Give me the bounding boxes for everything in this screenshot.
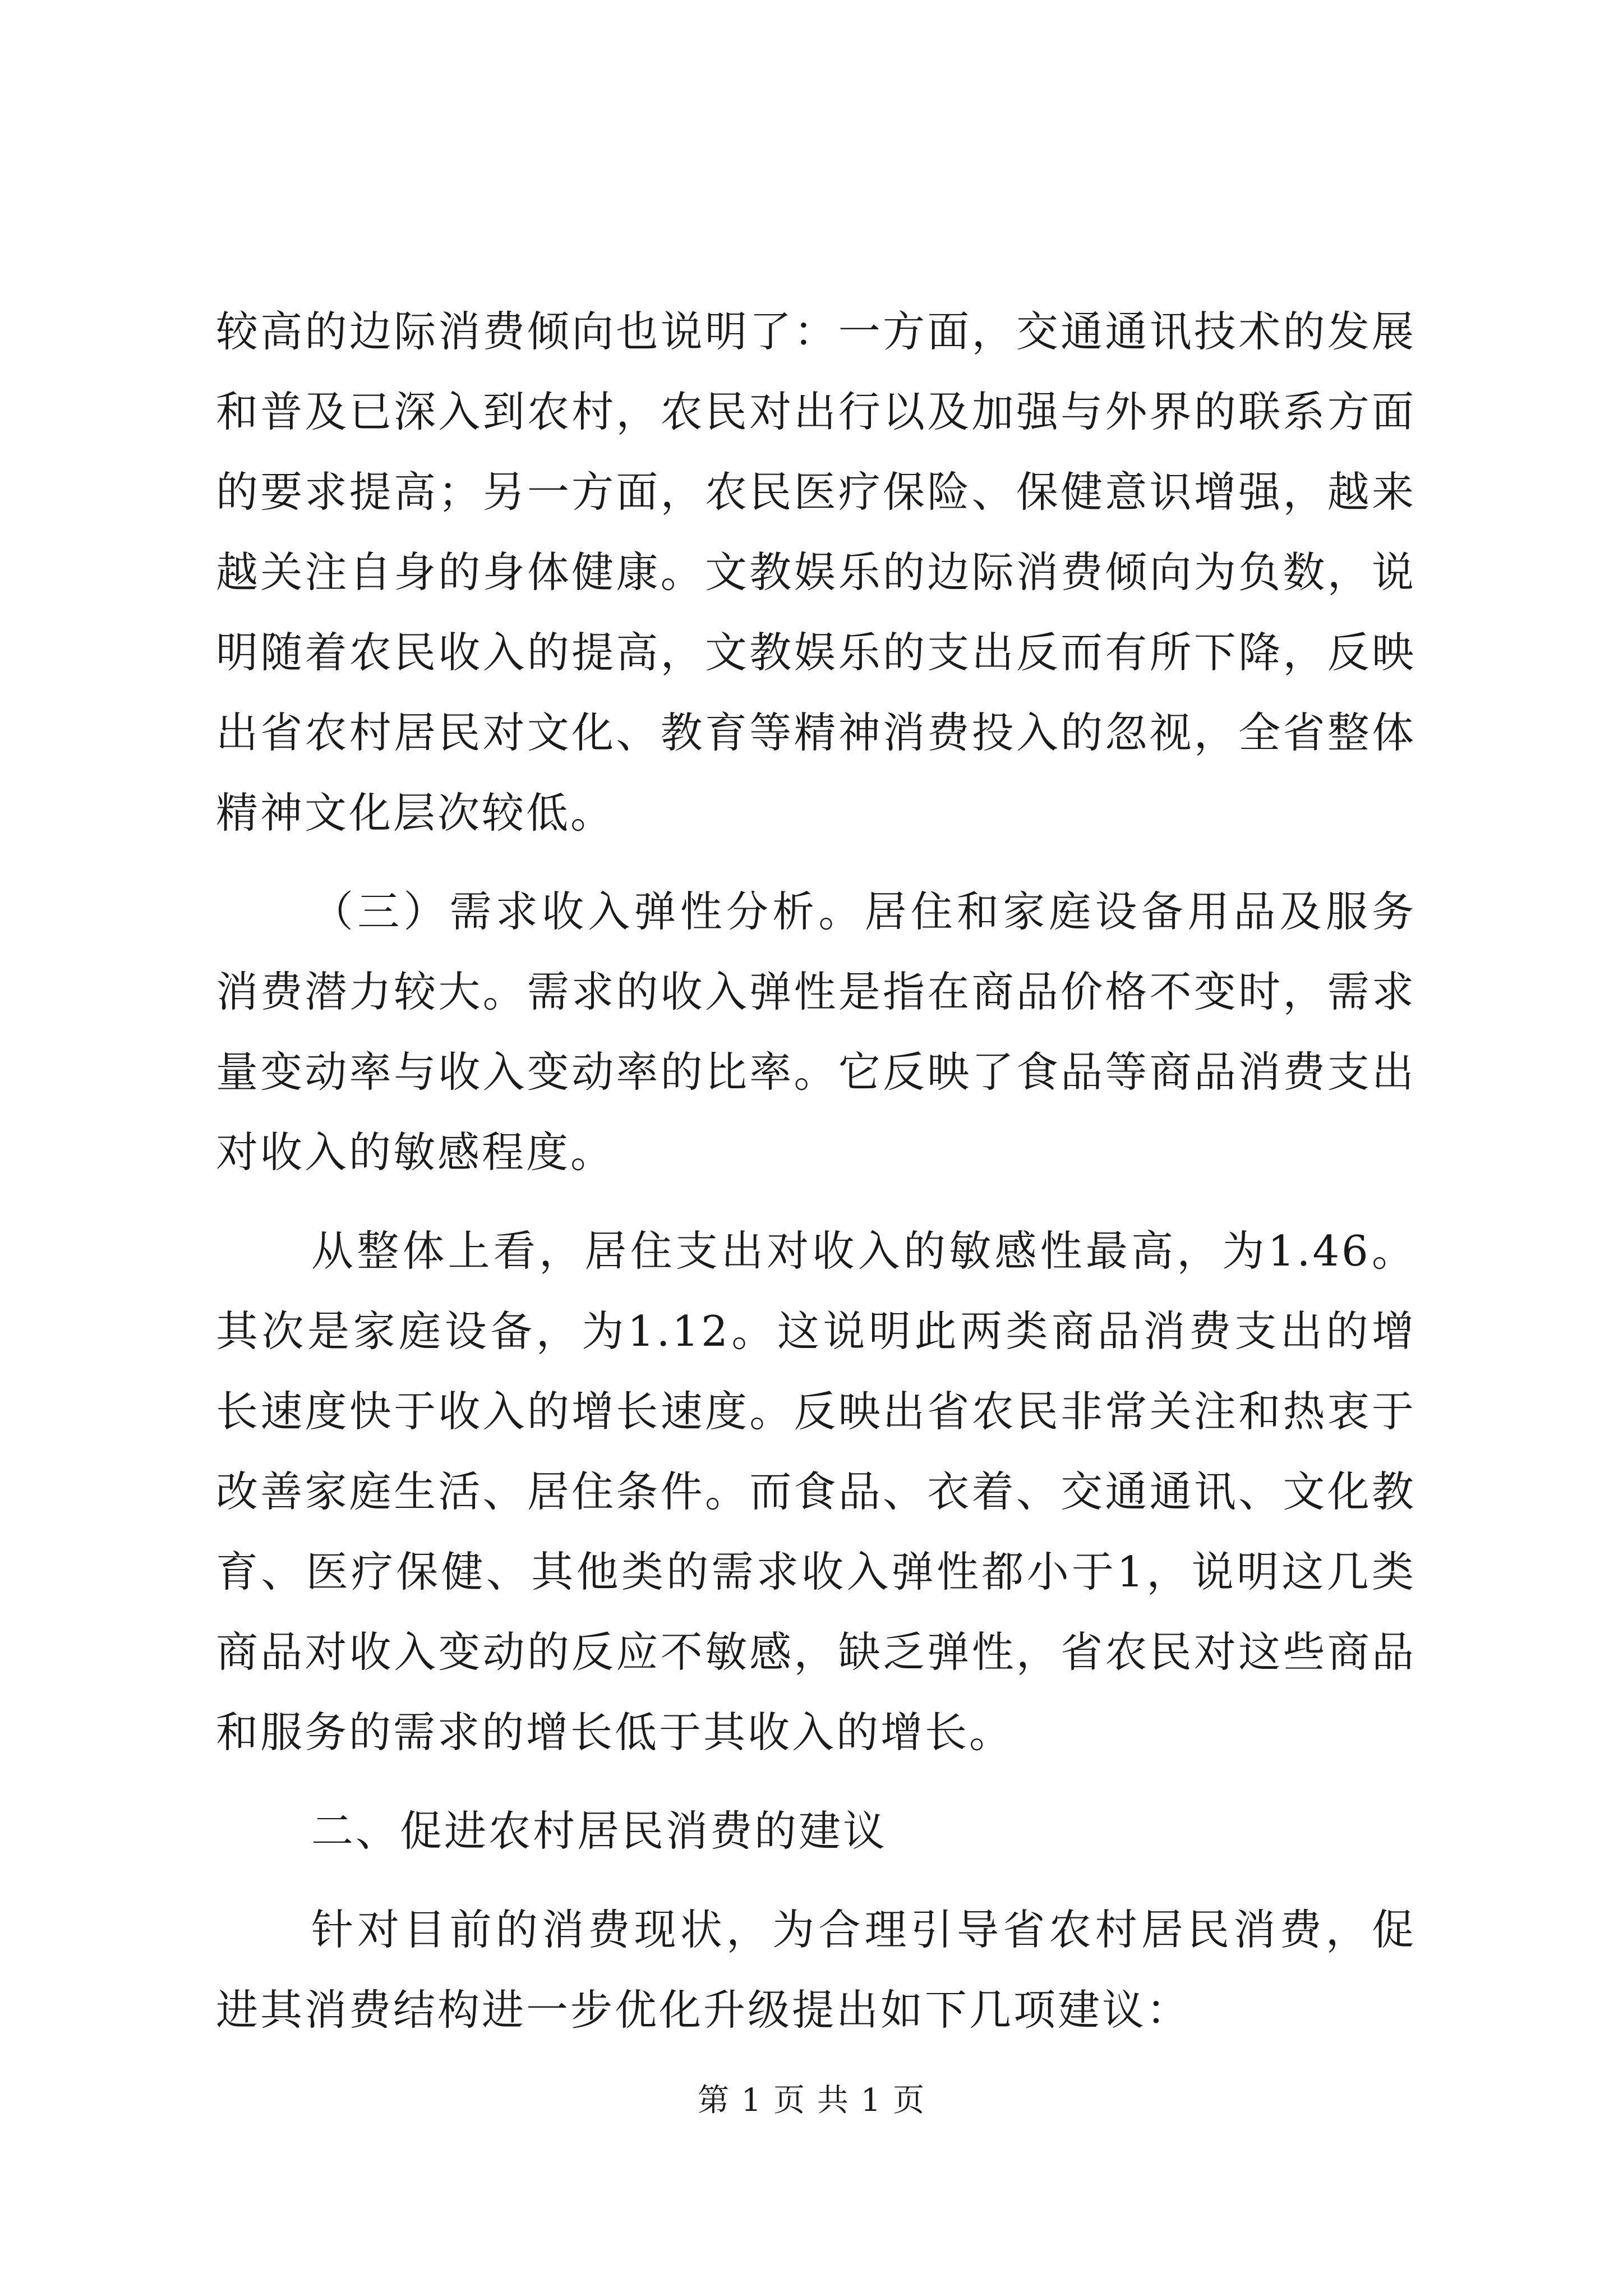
document-body (216, 292, 1416, 2069)
page-number-footer: 第 1 页 共 1 页 (697, 2082, 926, 2119)
paragraph-income-elasticity: （三）需求收入弹性分析。居住和家庭设备用品及服务消费潜力较大。需求的收入弹性是指在商品价格不变时，需求量变动率与收入变动率的比率。它反映了食品等商品消费支出对收入的敏感程度。 (216, 887, 1416, 1177)
paragraph-suggestions-intro: 针对目前的消费现状，为合理引导省农村居民消费，促进其消费结构进一步优化升级提出如下几项建议： (216, 1905, 1416, 2035)
paragraph-continuation: 较高的边际消费倾向也说明了：一方面，交通通讯技术的发展和普及已深入到农村，农民对出行以及加强与外界的联系方面的要求提高；另一方面，农民医疗保险、保健意识增强，越来越关注自身的身体健康。文教娱乐的边际消费倾向为负数，说明随着农民收入的提高，文教娱乐的支出反而有所下降，反映出省农村居民对文化、教育等精神消费投入的忽视，全省整体精神文化层次较低。 (216, 307, 1416, 838)
section-heading-suggestions: 二、促进农村居民消费的建议 (311, 1806, 888, 1856)
paragraph-overall-analysis: 从整体上看，居住支出对收入的敏感性最高，为1.46。其次是家庭设备，为1.12。这说明此两类商品消费支出的增长速度快于收入的增长速度。反映出省农民非常关注和热衷于改善家庭生活、居住条件。而食品、衣着、交通通讯、文化教育、医疗保健、其他类的需求收入弹性都小于1，说明这几类商品对收入变动的反应不敏感，缺乏弹性，省农民对这些商品和服务的需求的增长低于其收入的增长。 (216, 1226, 1416, 1757)
